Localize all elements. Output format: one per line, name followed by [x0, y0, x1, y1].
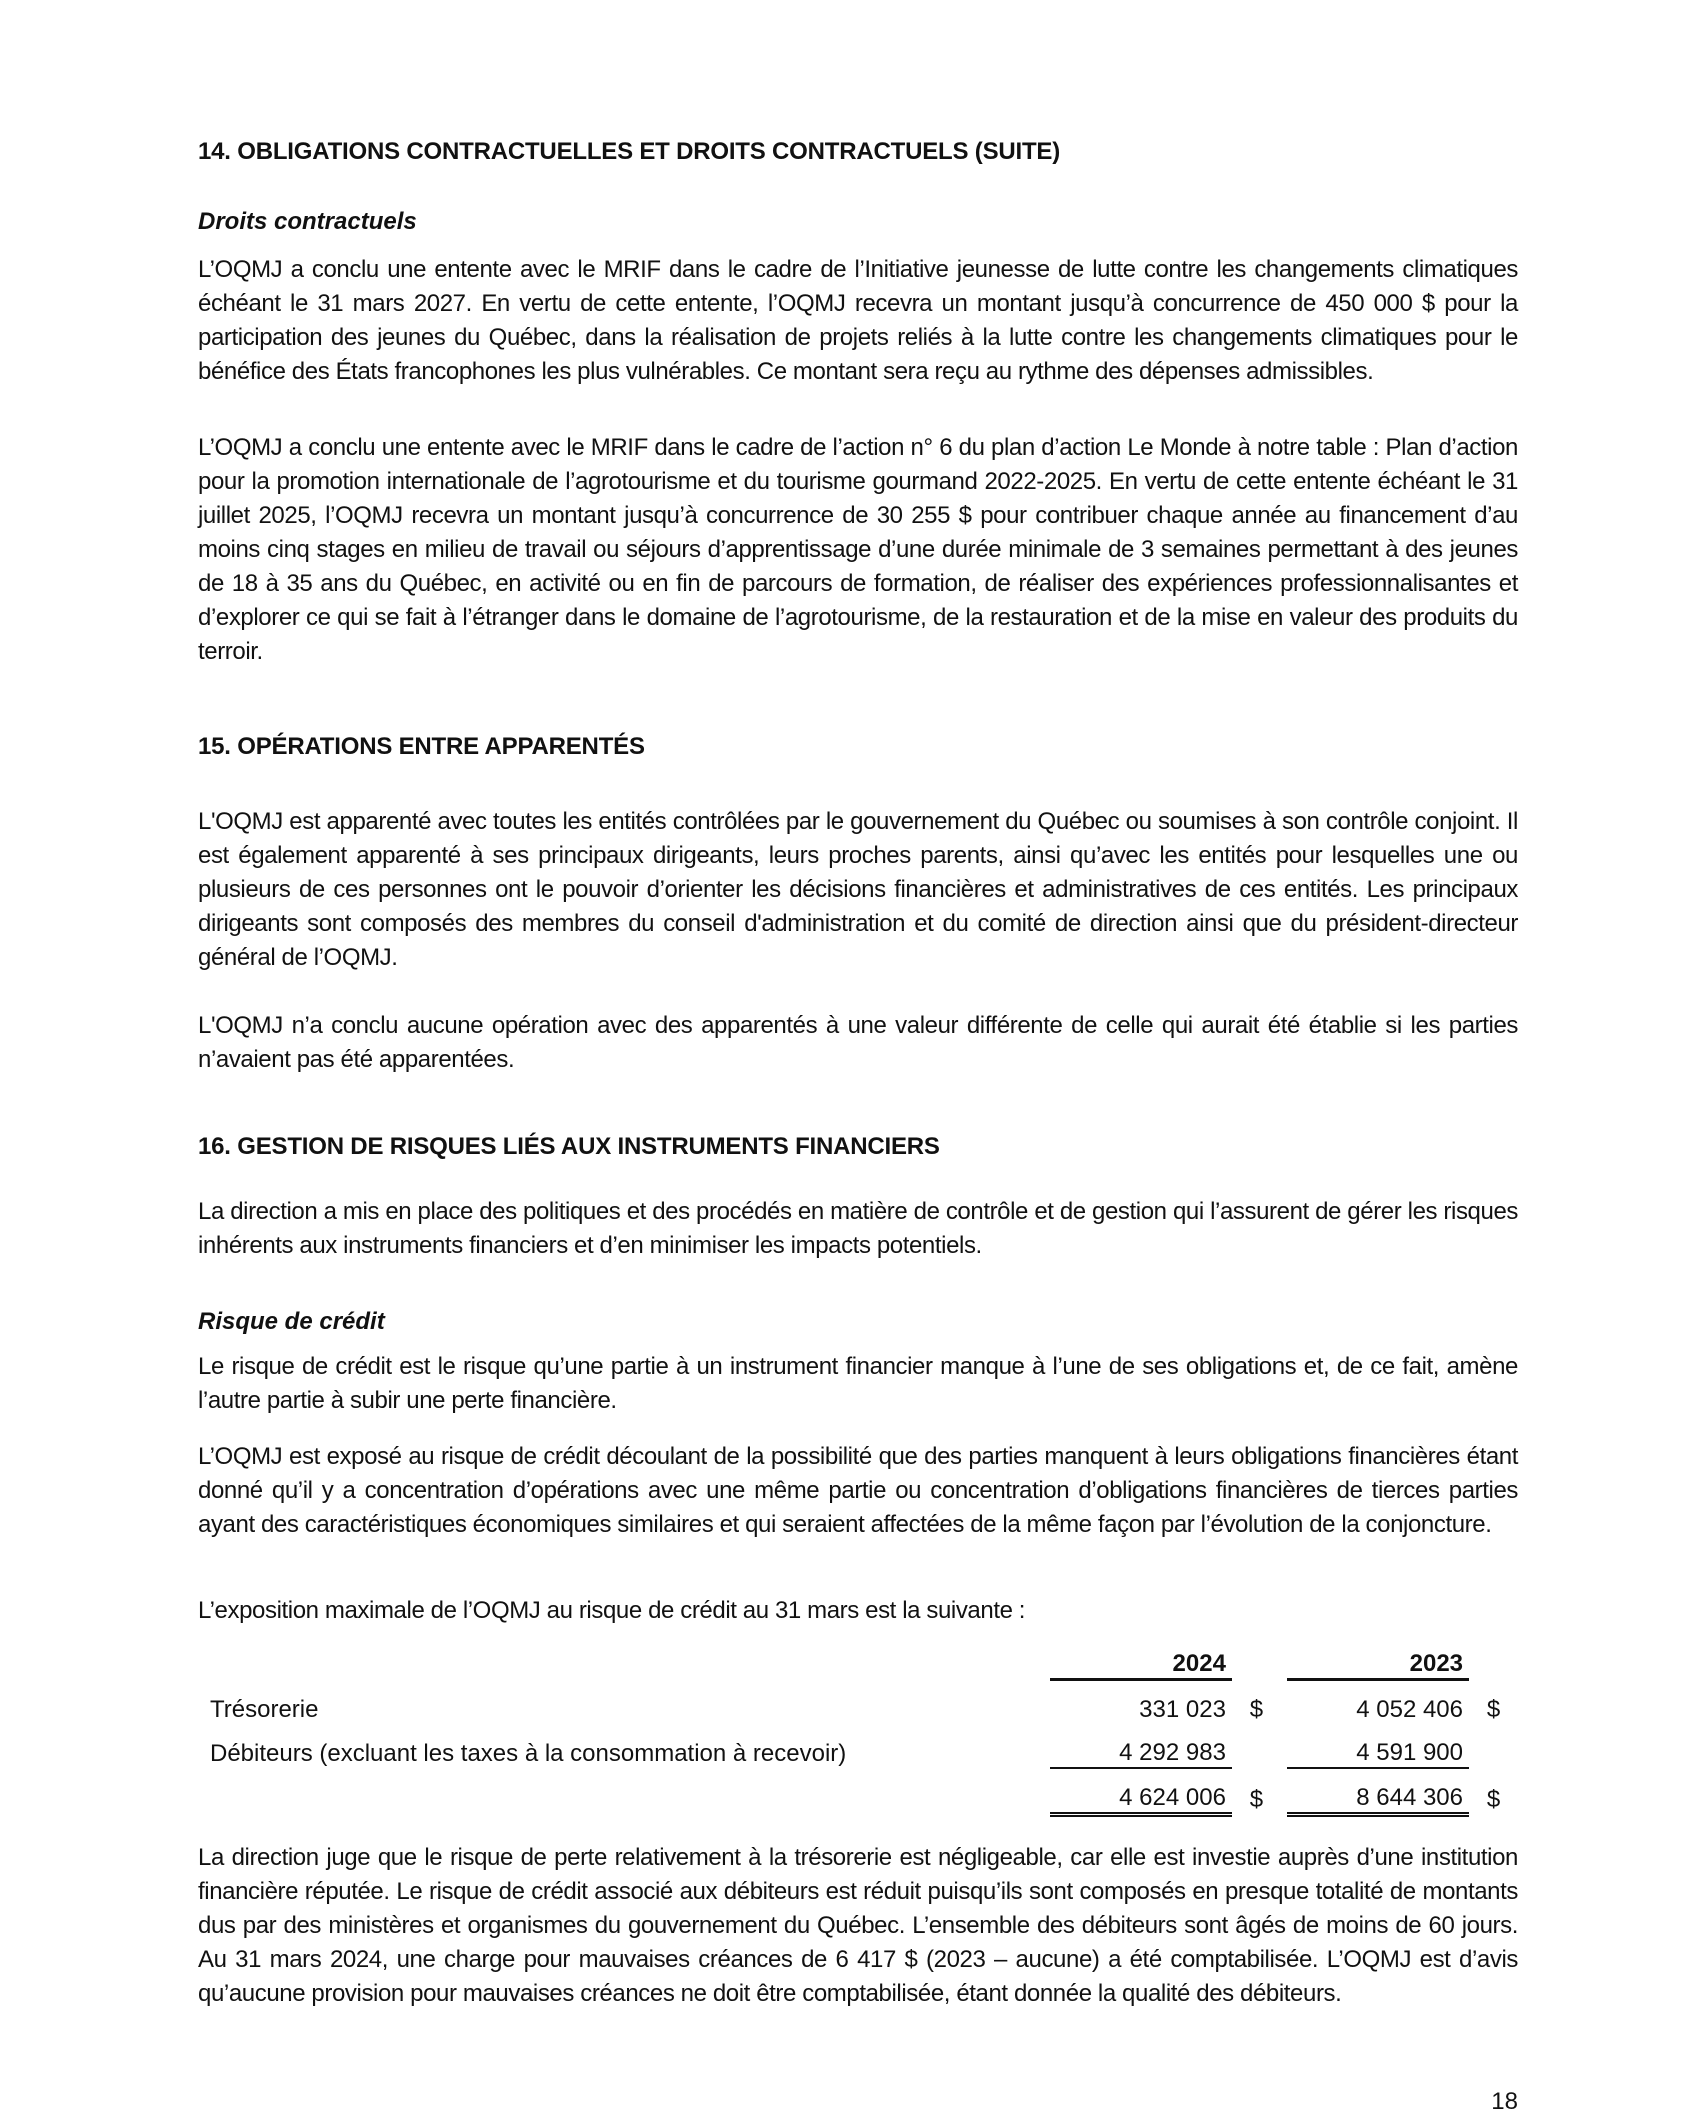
section-16-paragraph-1: La direction a mis en place des politiques et des procédés en matière de contrôle et de gestion qui l’assurent de gérer les risques inhérents aux instruments financiers et d’en minimiser les impacts potentiels. — [198, 1198, 1518, 1259]
section-16-paragraph-5: La direction juge que le risque de perte relativement à la trésorerie est négligeable, car elle est investie auprès d’une institution financière réputée. Le risque de crédit associé aux débiteurs est réduit puisqu’ils sont composés en presque totalité de montants dus par des ministères et organismes du gouvernement du Québec. L’ensemble des débiteurs sont âgés de moins de 60 jours. Au 31 mars 2024, une charge pour mauvaises créances de 6 417 $ (2023 – aucune) a été comptabilisée. L’OQMJ est d’avis qu’aucune provision pour mauvaises créances ne doit être comptabilisée, étant donnée la qualité des débiteurs. — [198, 1844, 1518, 2007]
column-header-2024: 2024 — [1050, 1636, 1232, 1679]
section-16-title: 16. GESTION DE RISQUES LIÉS AUX INSTRUMENTS FINANCIERS — [198, 1133, 940, 1160]
currency-symbol: $ — [1486, 1695, 1501, 1723]
row-value-2023: 4 052 406 — [1356, 1695, 1464, 1723]
section-14-paragraph-1: L’OQMJ a conclu une entente avec le MRIF dans le cadre de l’Initiative jeunesse de lutte contre les changements climatiques échéant le 31 mars 2027. En vertu de cette entente, l’OQMJ recevra un montant jusqu’à concurrence de 450 000 $ pour la participation des jeunes du Québec, dans la réalisation de projets reliés à la lutte contre les changements climatiques pour le bénéfice des États francophones les plus vulnérables. Ce montant sera reçu au rythme des dépenses admissibles. — [198, 256, 1518, 385]
section-16-paragraph-2: Le risque de crédit est le risque qu’une partie à un instrument financier manque à l’une de ses obligations et, de ce fait, amène l’autre partie à subir une perte financière. — [198, 1353, 1518, 1414]
section-14-subtitle: Droits contractuels — [198, 208, 417, 235]
row-value-2023: 4 591 900 — [1356, 1738, 1464, 1766]
row-value-2024: 4 292 983 — [1119, 1738, 1226, 1766]
row-label: Débiteurs (excluant les taxes à la consommation à recevoir) — [210, 1739, 847, 1767]
section-16-paragraph-3: L’OQMJ est exposé au risque de crédit découlant de la possibilité que des parties manquent à leurs obligations financières étant donné qu’il y a concentration d’opérations avec une même partie ou concentration d’obligations financières de tierces parties ayant des caractéristiques économiques similaires et qui seraient affectées de la même façon par l’évolution de la conjoncture. — [198, 1443, 1518, 1538]
page-number: 18 — [1491, 2088, 1518, 2115]
currency-symbol: $ — [1486, 1786, 1501, 1813]
currency-symbol: $ — [1249, 1695, 1264, 1723]
table-header-row — [198, 1636, 1518, 1679]
row-value-2024: 331 023 — [1139, 1695, 1226, 1723]
total-value-2023: 8 644 306 — [1287, 1768, 1469, 1815]
table-total-row — [198, 1768, 1518, 1815]
row-label: Trésorerie — [210, 1695, 319, 1723]
currency-symbol — [1469, 1724, 1518, 1768]
section-14-paragraph-2: L’OQMJ a conclu une entente avec le MRIF dans le cadre de l’action n° 6 du plan d’action Le Monde à notre table : Plan d’action pour la promotion internationale de l’agrotourisme et du tourisme gourmand 2022-2025. En vertu de cette entente échéant le 31 juillet 2025, l’OQMJ recevra un montant jusqu’à concurrence de 30 255 $ pour contribuer chaque année au financement d’au moins cinq stages en milieu de travail ou séjours d’apprentissage d’une durée minimale de 3 semaines permettant à des jeunes de 18 à 35 ans du Québec, en activité ou en fin de parcours de formation, de réaliser des expériences professionnalisantes et d’explorer ce qui se fait à l’étranger dans le domaine de l’agrotourisme, de la restauration et de la mise en valeur des produits du terroir. — [198, 434, 1518, 665]
section-15-title: 15. OPÉRATIONS ENTRE APPARENTÉS — [198, 733, 645, 760]
currency-symbol: $ — [1249, 1786, 1264, 1813]
table-row — [198, 1724, 1518, 1768]
table-row — [198, 1679, 1518, 1724]
section-15-paragraph-2: L'OQMJ n’a conclu aucune opération avec des apparentés à une valeur différente de celle qui aurait été établie si les parties n’avaient pas été apparentées. — [198, 1012, 1518, 1073]
section-16-paragraph-4: L’exposition maximale de l’OQMJ au risque de crédit au 31 mars est la suivante : — [198, 1597, 1026, 1624]
section-15-paragraph-1: L'OQMJ est apparenté avec toutes les entités contrôlées par le gouvernement du Québec ou soumises à son contrôle conjoint. Il est également apparenté à ses principaux dirigeants, leurs proches parents, ainsi qu’avec les entités pour lesquelles une ou plusieurs de ces personnes ont le pouvoir d’orienter les décisions financières et administratives de ces entités. Les principaux dirigeants sont composés des membres du conseil d'administration et du comité de direction ainsi que du président-directeur général de l’OQMJ. — [198, 808, 1518, 971]
total-value-2024: 4 624 006 — [1050, 1768, 1232, 1815]
section-14-title: 14. OBLIGATIONS CONTRACTUELLES ET DROITS CONTRACTUELS (SUITE) — [198, 138, 1061, 165]
credit-exposure-table — [198, 1636, 1518, 1817]
section-16-subtitle: Risque de crédit — [198, 1308, 385, 1335]
column-header-2023: 2023 — [1287, 1636, 1469, 1679]
currency-symbol — [1232, 1724, 1281, 1768]
